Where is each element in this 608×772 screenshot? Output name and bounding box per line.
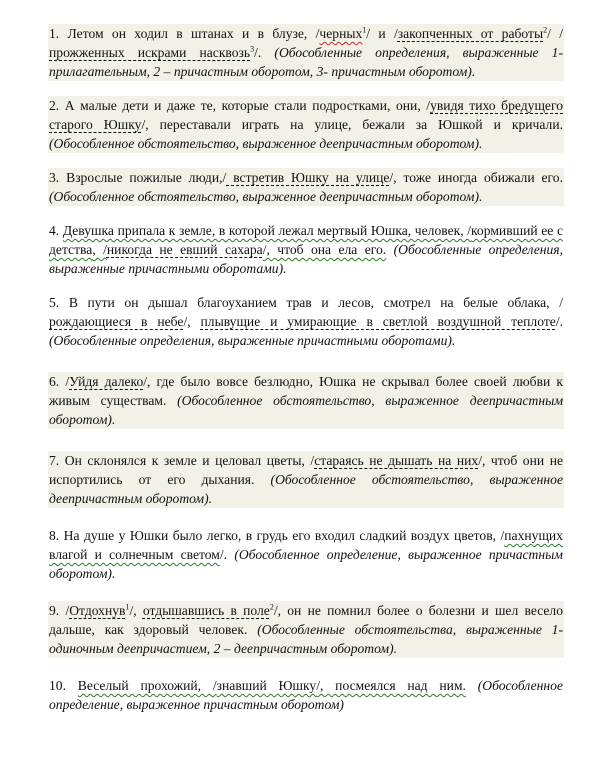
item-text: А малые дети и даже те, которые стали подростками, они, / [64, 98, 431, 113]
item-text: Веселый прохожий, / [77, 678, 217, 693]
list-item [48, 221, 564, 278]
list-item [48, 526, 564, 583]
underlined-phrase: прожженных искрами насквозь [49, 45, 251, 60]
list-item [48, 372, 564, 429]
list-item [48, 96, 564, 153]
item-number: 6. [49, 374, 60, 389]
superscript-index: 2 [543, 25, 548, 35]
superscript-index: 1 [125, 602, 130, 612]
item-text: На душе у Юшки было легко, в грудь его входил сладкий воздух цветов, / [63, 528, 505, 543]
item-text: Он склонялся к земле и целовал цветы, / [64, 453, 315, 468]
underlined-phrase: Уйдя далеко [69, 374, 144, 389]
grammar-note: (Обособленное обстоятельство, выраженное деепричастным оборотом). [49, 393, 563, 427]
document-page [48, 24, 564, 714]
underlined-phrase: знавший Юшку [216, 678, 317, 693]
item-number: 5. [49, 295, 60, 310]
underlined-phrase: рождающиеся в небе [49, 314, 184, 329]
item-number: 9. [49, 603, 60, 618]
superscript-index: 3 [250, 44, 255, 54]
underlined-phrase: никогда не евший сахара [106, 242, 263, 257]
underlined-phrase: черных [319, 26, 363, 41]
underlined-phrase: Отдохнув [69, 603, 126, 618]
grammar-note: (Обособленное обстоятельство, выраженное деепричастным оборотом). [49, 136, 483, 151]
item-text: /, где было вовсе безлюдно, Юшка не скрывал более своей любви к живым существам. [49, 374, 564, 408]
list-item [48, 168, 564, 206]
underlined-phrase: увидя тихо бредущего старого Юшку [49, 98, 563, 132]
underlined-phrase: стараясь не дышать на них [314, 453, 479, 468]
item-number: 4. [49, 223, 60, 238]
item-text: Взрослые пожилые люди,/ [66, 170, 227, 185]
item-number: 3. [49, 170, 60, 185]
item-text: / / [547, 26, 563, 41]
grammar-note: (Обособленные определения, выраженные причастными оборотами). [49, 242, 564, 276]
item-text: / и / [366, 26, 398, 41]
underlined-phrase: пахнущих влагой и солнечным светом [49, 528, 563, 562]
grammar-note: (Обособленные определения, выраженные причастными оборотами). [49, 333, 456, 348]
list-item [48, 451, 564, 508]
item-text: , / [92, 242, 107, 257]
grammar-note: (Обособленные определения, выраженные 1- прилагательным, 2 – причастным оборотом, 3- причастным оборотом). [49, 45, 563, 79]
item-text: /, чтоб она ела его. [262, 242, 387, 257]
item-text: /, тоже иногда обижали его. [389, 170, 563, 185]
item-text: /. [254, 45, 262, 60]
grammar-note: (Обособленные обстоятельства, выраженные 1-одиночным деепричастием, 2 – деепричастным оборотом). [49, 622, 563, 656]
item-number: 2. [49, 98, 60, 113]
underlined-phrase: плывущие и умирающие в светлой воздушной теплоте [200, 314, 556, 329]
list-item [48, 601, 564, 658]
grammar-note: (Обособленное определение, выраженное причастным оборотом) [49, 678, 563, 712]
grammar-note: (Обособленное обстоятельство, выраженное деепричастным оборотом). [49, 472, 563, 506]
grammar-note: (Обособленное обстоятельство, выраженное деепричастным оборотом). [49, 189, 483, 204]
item-number: 10. [49, 678, 66, 693]
list-item [48, 293, 564, 350]
item-text: /, переставали играть на улице, бежали за Юшкой и кричали. [141, 117, 563, 132]
item-text: / [65, 603, 70, 618]
grammar-note: (Обособленное определение, выраженное причастным оборотом). [49, 547, 563, 581]
item-text: /. [555, 314, 563, 329]
item-text: В пути он дышал благоуханием трав и лесов, смотрел на белые облака, / [68, 295, 563, 310]
item-text: /, [183, 314, 201, 329]
item-text: /, чтоб они не испортились от его дыхания. [49, 453, 563, 487]
item-number: 1. [49, 26, 60, 41]
item-text: /, он не помнил более о болезни и шел весело дальше, как здоровый человек. [49, 603, 564, 637]
item-text: Летом он ходил в штанах и в блузе, / [67, 26, 320, 41]
item-text: /. [219, 547, 228, 562]
list-item [48, 676, 564, 714]
superscript-index: 2 [269, 602, 274, 612]
item-text: /, [129, 603, 143, 618]
list-item [48, 24, 564, 81]
item-number: 8. [49, 528, 60, 543]
underlined-phrase: встретив Юшку на улице [226, 170, 390, 185]
item-text: Девушка припала к земле, в которой лежал мертвый Юшка, человек, / [62, 223, 472, 238]
item-text: /, посмеялся над ним. [316, 678, 466, 693]
superscript-index: 1 [362, 25, 367, 35]
underlined-phrase: кормивший ее с детства [49, 223, 563, 257]
item-number: 7. [49, 453, 60, 468]
underlined-phrase: закопченных от работы [397, 26, 544, 41]
item-text: / [65, 374, 70, 389]
underlined-phrase: отдышавшись в поле [142, 603, 270, 618]
